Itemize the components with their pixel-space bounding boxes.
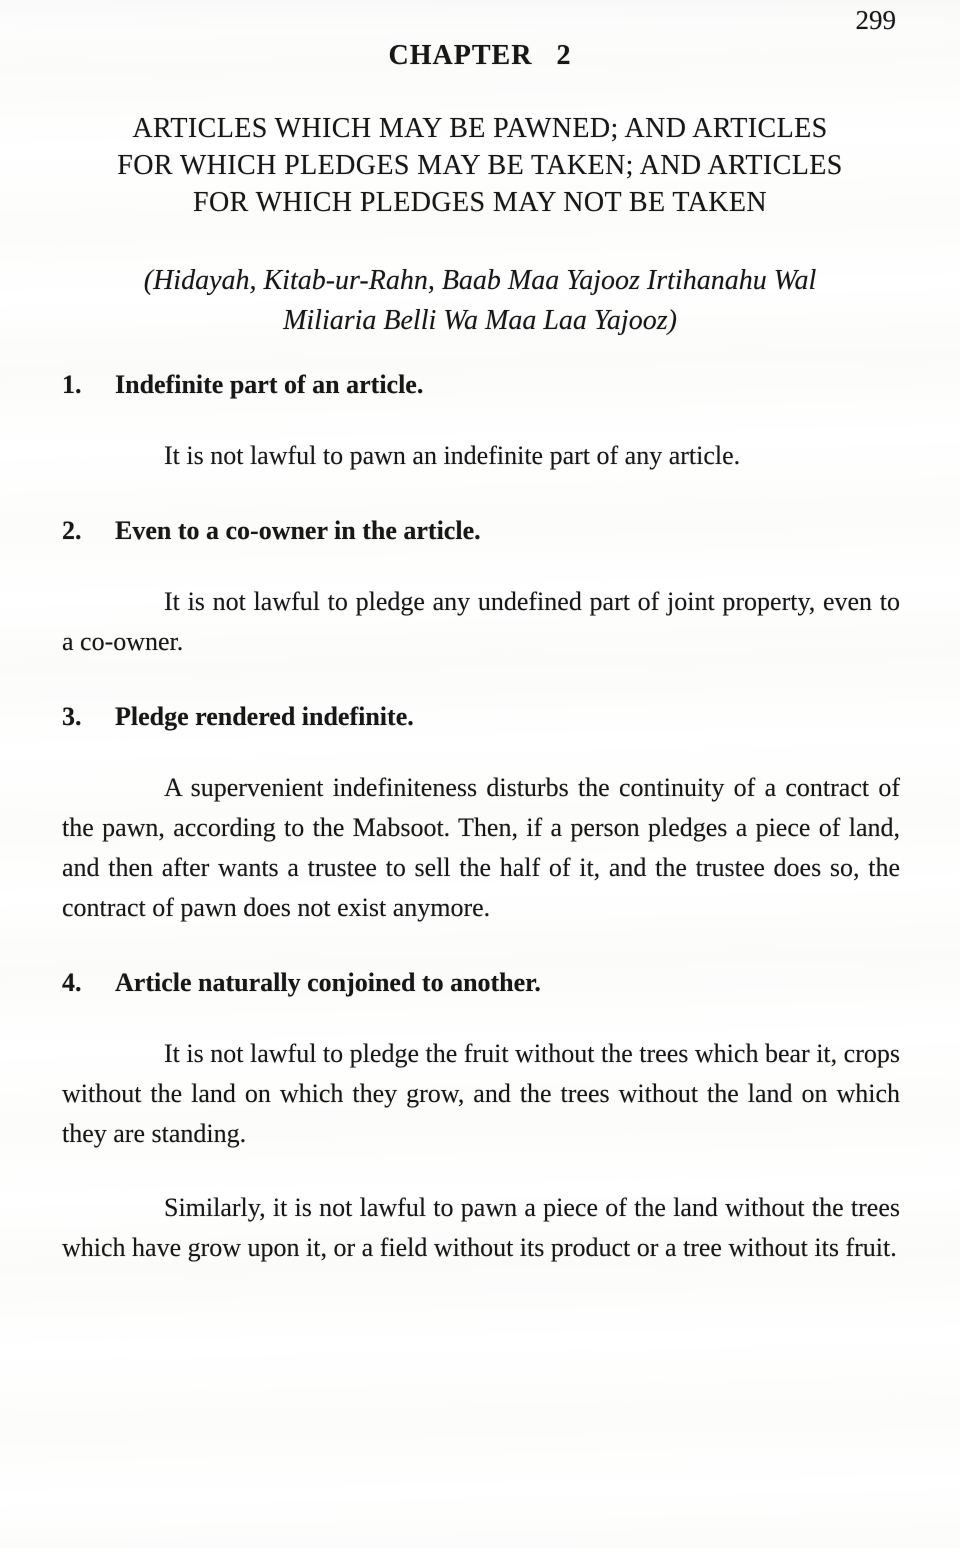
chapter-title: CHAPTER 2 [388, 40, 572, 71]
section-paragraph: It is not lawful to pledge the fruit without the trees which bear it, crops without the land on which they grow, and the trees without the land on which they are standing. [62, 1039, 900, 1148]
section-number: 1. [62, 370, 82, 399]
section-number: 2. [62, 516, 82, 545]
chapter-heading [0, 110, 960, 221]
section-paragraph: It is not lawful to pledge any undefined part of joint property, even to a co-owner. [62, 587, 900, 656]
chapter-heading-line-1: ARTICLES WHICH MAY BE PAWNED; AND ARTICLES [132, 113, 828, 144]
section-title: Article naturally conjoined to another. [115, 968, 541, 997]
section-paragraph: Similarly, it is not lawful to pawn a piece of the land without the trees which have grow upon it, or a field without its product or a tree without its fruit. [62, 1193, 900, 1262]
section-heading-2 [62, 514, 900, 548]
section-paragraph: It is not lawful to pawn an indefinite part of any article. [164, 441, 741, 470]
section-title: Even to a co-owner in the article. [115, 516, 481, 545]
section-number: 3. [62, 702, 82, 731]
chapter-heading-line-3: FOR WHICH PLEDGES MAY NOT BE TAKEN [193, 187, 767, 218]
chapter-body [62, 368, 900, 1268]
source-citation [0, 261, 960, 341]
source-citation-line-2: Miliaria Belli Wa Maa Laa Yajooz) [283, 305, 677, 336]
section-title: Pledge rendered indefinite. [115, 702, 414, 731]
section-number: 4. [62, 968, 82, 997]
section-heading-3 [62, 700, 900, 734]
section-heading-1 [62, 368, 900, 402]
section-title: Indefinite part of an article. [115, 370, 424, 399]
page-number: 299 [855, 5, 896, 35]
chapter-heading-line-2: FOR WHICH PLEDGES MAY BE TAKEN; AND ARTICLES [117, 150, 843, 181]
source-citation-line-1: (Hidayah, Kitab-ur-Rahn, Baab Maa Yajooz Irtihanahu Wal [143, 265, 817, 296]
section-heading-4 [62, 966, 900, 1000]
section-paragraph: A supervenient indefiniteness disturbs the continuity of a contract of the pawn, according to the Mabsoot. Then, if a person pledges a piece of land, and then after wants a trustee to sell the half of it, and the trustee does so, the contract of pawn does not exist anymore. [62, 773, 900, 922]
